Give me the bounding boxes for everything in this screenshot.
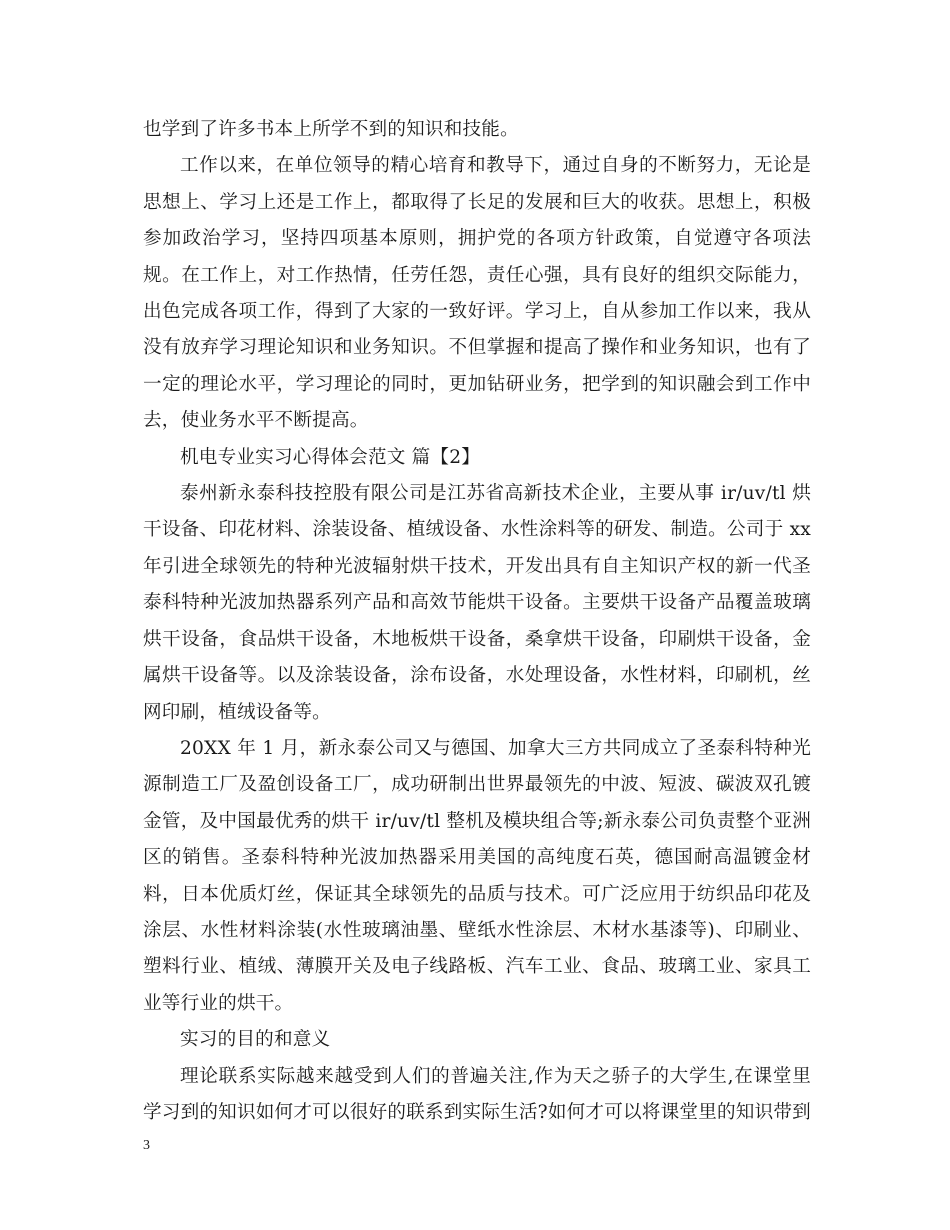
paragraph-joint-venture: 20XX 年 1 月，新永泰公司又与德国、加拿大三方共同成立了圣泰科特种光源制造工厂及盈创设备工厂，成功研制出世界最领先的中波、短波、碳波双孔镀金管，及中国最优秀的烘干 ir/uv/tl 整机及模块组合等;新永泰公司负责整个亚洲区的销售。圣泰科特种光波加热器采用美国的高纯度石英，德国耐高温镀金材料，日本优质灯丝，保证其全球领先的品质与技术。可广泛应用于纺织品印花及涂层、水性材料涂装(水性玻璃油墨、壁纸水性涂层、木材水基漆等)、印刷业、塑料行业、植绒、薄膜开关及电子线路板、汽车工业、食品、玻璃工业、家具工业等行业的烘干。 — [143, 737, 811, 1014]
paragraph-1: 也学到了许多书本上所学不到的知识和技能。 — [143, 119, 519, 140]
document-body — [143, 112, 811, 1131]
section-heading-purpose: 实习的目的和意义 — [180, 1029, 331, 1051]
paragraph-2: 工作以来，在单位领导的精心培育和教导下，通过自身的不断努力，无论是思想上、学习上还是工作上，都取得了长足的发展和巨大的收获。思想上，积极参加政治学习，坚持四项基本原则，拥护党的各项方针政策，自觉遵守各项法规。在工作上，对工作热情，任劳任怨，责任心强，具有良好的组织交际能力，出色完成各项工作，得到了大家的一致好评。学习上，自从参加工作以来，我从没有放弃学习理论知识和业务知识。不但掌握和提高了操作和业务知识，也有了一定的理论水平，学习理论的同时，更加钻研业务，把学到的知识融会到工作中去，使业务水平不断提高。 — [143, 155, 811, 432]
section-heading-article-2: 机电专业实习心得体会范文 篇【2】 — [180, 446, 481, 468]
paragraph-company-intro: 泰州新永泰科技控股有限公司是江苏省高新技术企业，主要从事 ir/uv/tl 烘干设备、印花材料、涂装设备、植绒设备、水性涂料等的研发、制造。公司于 xx 年引进全球领先的特种光波辐射烘干技术，开发出具有自主知识产权的新一代圣泰科特种光波加热器系列产品和高效节能烘干设备。主要烘干设备产品覆盖玻璃烘干设备，食品烘干设备，木地板烘干设备，桑拿烘干设备，印刷烘干设备，金属烘干设备等。以及涂装设备，涂布设备，水处理设备，水性材料，印刷机，丝网印刷，植绒设备等。 — [143, 483, 811, 723]
page-number: 3 — [143, 1138, 150, 1153]
paragraph-theory-practice: 理论联系实际越来越受到人们的普遍关注,作为天之骄子的大学生,在课堂里学习到的知识如何才可以很好的联系到实际生活?如何才可以将课堂里的知识带到 — [143, 1065, 811, 1123]
